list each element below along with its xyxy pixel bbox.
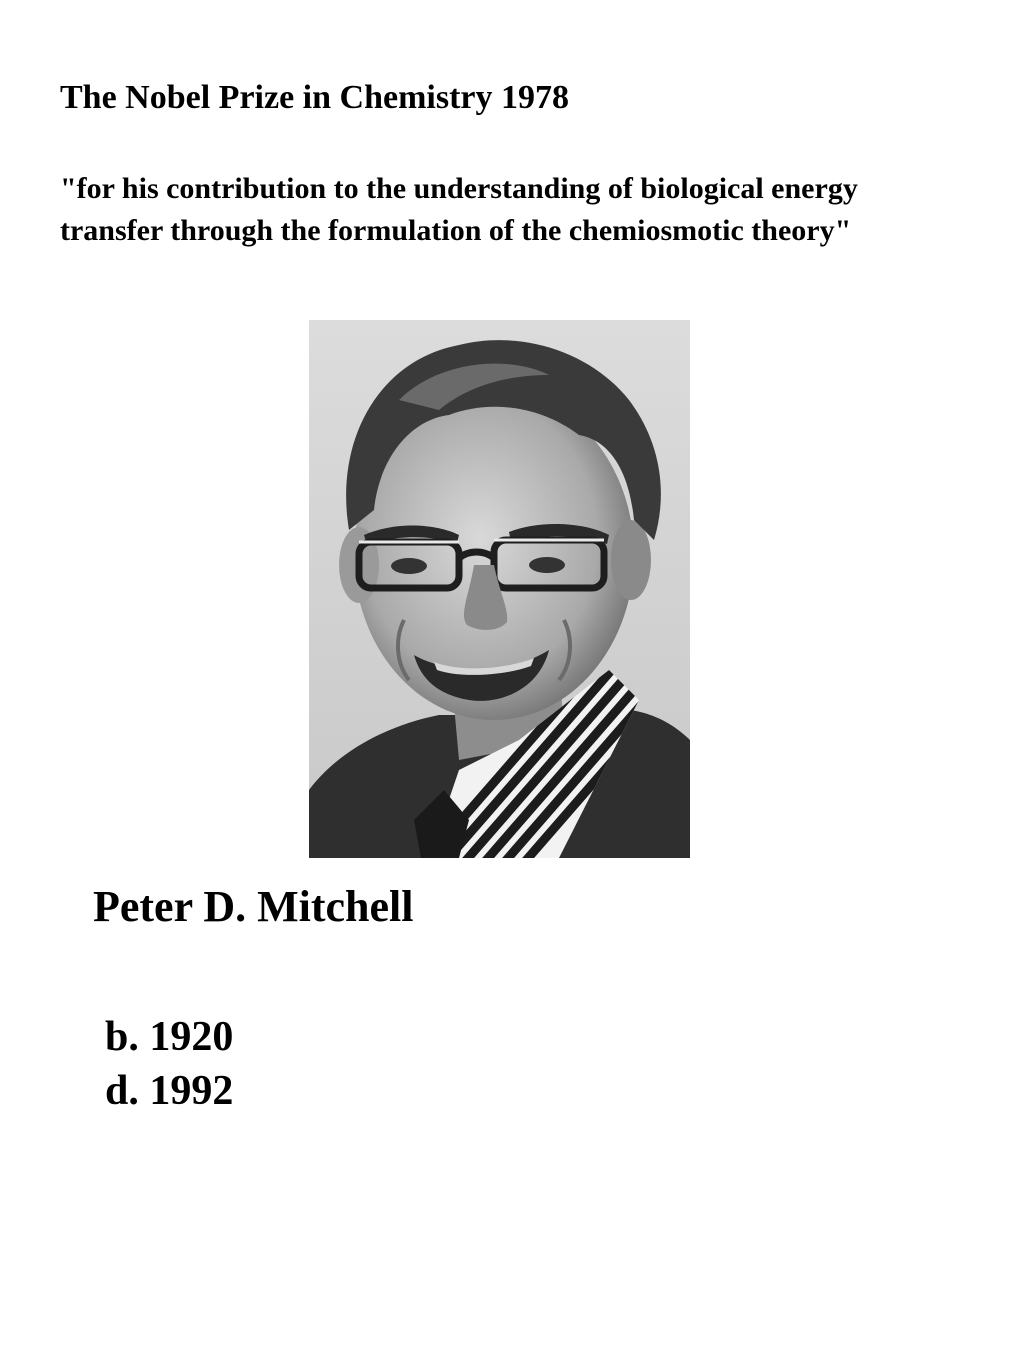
birth-year: b. 1920 bbox=[105, 1014, 234, 1060]
prize-motivation: "for his contribution to the understanding of biological energy transfer through the formulation of the chemiosmotic theory" bbox=[60, 172, 858, 247]
portrait-illustration bbox=[309, 320, 690, 858]
laureate-dates bbox=[105, 1010, 233, 1118]
laureate-portrait bbox=[309, 320, 690, 858]
prize-title: The Nobel Prize in Chemistry 1978 bbox=[60, 79, 569, 116]
laureate-name: Peter D. Mitchell bbox=[93, 882, 414, 931]
death-year: d. 1992 bbox=[105, 1068, 234, 1114]
